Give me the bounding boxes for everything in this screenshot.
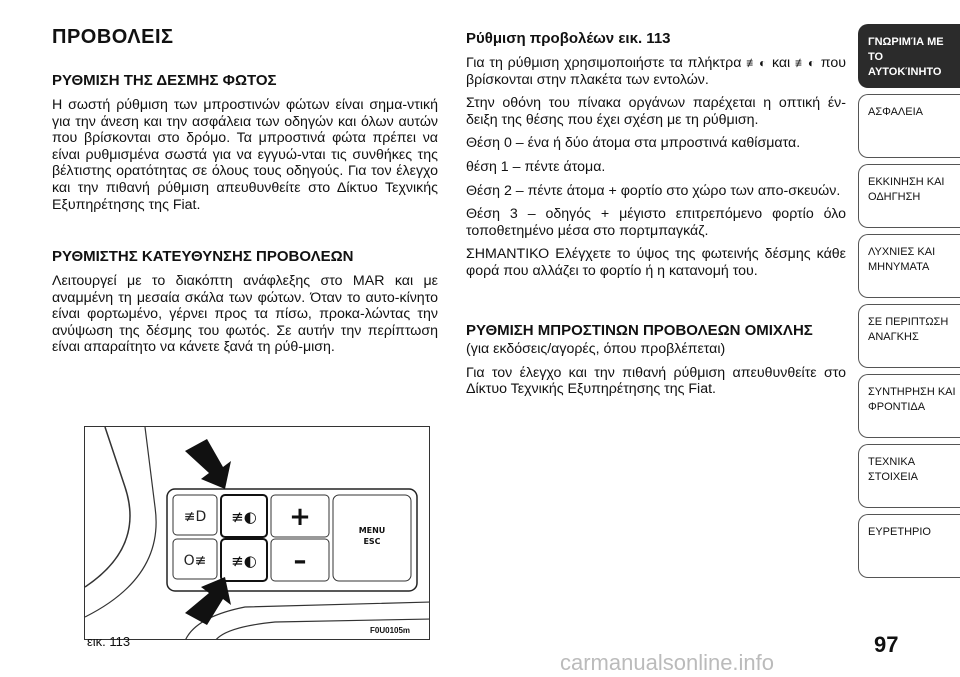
- fog-light-front-button[interactable]: [173, 495, 217, 535]
- headlight-down-button[interactable]: [221, 539, 267, 581]
- fog-light-rear-button[interactable]: [173, 539, 217, 579]
- paragraph: Θέση 3 – οδηγός + μέγιστο επιτρεπόμενο φορτίο όλο τοποθετημένο μέσα στο πορτμπαγκάζ.: [466, 206, 846, 239]
- tab-safety[interactable]: [858, 94, 960, 158]
- paragraph: [466, 55, 846, 88]
- svg-text:≢◐: ≢◐: [231, 508, 257, 526]
- minus-button[interactable]: [271, 539, 329, 581]
- paragraph-text: Για τη ρύθμιση χρησιμοποιήστε τα πλήκτρα: [466, 55, 742, 71]
- section-headlight-aligner: [52, 248, 438, 356]
- section-heading: ΡΥΘΜΙΣΗ ΤΗΣ ΔΕΣΜΗΣ ΦΩΤΟΣ: [52, 72, 277, 89]
- tab-starting-driving[interactable]: [858, 164, 960, 228]
- paragraph: ΣΗΜΑΝΤΙΚΟ Ελέγχετε το ύψος της φωτεινής δέσμης κάθε φορά που αλλάζει το φορτίο ή η κατανομή του.: [466, 246, 846, 279]
- section-fog-lights: [466, 322, 846, 398]
- control-panel-illustration: [85, 427, 430, 640]
- paragraph-text: και: [771, 55, 791, 71]
- tab-label: ΤΕΧΝΙΚΑ ΣΤΟΙΧΕΙΑ: [868, 456, 918, 483]
- section-heading: Ρύθμιση προβολέων εικ. 113: [466, 30, 671, 47]
- tab-label: ΑΣΦΑΛΕΙΑ: [868, 106, 924, 118]
- minus-label: –: [293, 546, 307, 576]
- headlight-down-icon: ≢◐: [795, 56, 816, 70]
- watermark: carmanualsonline.info: [560, 650, 775, 675]
- tab-label: ΕΚΚΙΝΗΣΗ ΚΑΙ ΟΔΗΓΗΣΗ: [868, 176, 945, 203]
- svg-text:≢D: ≢D: [183, 509, 207, 525]
- headlight-up-icon: ≢◐: [746, 56, 768, 70]
- section-text: Η σωστή ρύθμιση των μπροστινών φώτων είναι σημα-ντική για την άνεση και την ασφάλεια των οδηγών και όλων αυτών που βρίσκονται στο δρόμο. Τα μπροστινά φώτα πρέπει να είναι ρυθμισμένα σωστά για να εγγυώ-νται τις συνθήκες της βέλτιστης ορατότητας σε όλους τους οδηγούς. Για τον έλεγχο και την πιθανή ρύθμιση απευθυνθείτε στο Δίκτυο Τεχνικής Εξυπηρέτησης της Fiat.: [52, 97, 438, 213]
- paragraph: Θέση 2 – πέντε άτομα + φορτίο στο χώρο των απο-σκευών.: [466, 182, 841, 199]
- paragraph-text: που βρίσκονται στην πλακέτα των εντολών.: [466, 55, 846, 88]
- paragraph: Για τον έλεγχο και την πιθανή ρύθμιση απευθυνθείτε στο Δίκτυο Τεχνικής Εξυπηρέτησης της Fiat.: [466, 364, 846, 398]
- section-text: Λειτουργεί με το διακόπτη ανάφλεξης στο MAR και με αναμμένη τη μεσαία σκάλα των φώτων. Όταν το αυτο-κίνητο είναι φορτωμένο, γέρνει προς τα πίσω, προκα-λώντας την ανύψωση της δέσμης του φωτός. Σε αυτήν την περίπτωση είναι απαραίτητο να κάνετε ξανά τη ρύθ-μιση.: [52, 273, 438, 356]
- paragraph: (για εκδόσεις/αγορές, όπου προβλέπεται): [466, 341, 726, 357]
- paragraph: Στην οθόνη του πίνακα οργάνων παρέχεται η οπτική έν-δειξη της θέσης που έχει σχέση με τη ρύθμιση.: [466, 95, 846, 128]
- headlight-up-button[interactable]: [221, 495, 267, 537]
- tab-label: ΕΥΡΕΤΗΡΙΟ: [868, 526, 931, 538]
- figure-caption: εικ. 113: [87, 634, 131, 649]
- tab-label: ΣΥΝΤΗΡΗΣΗ ΚΑΙ ΦΡΟΝΤΙΔΑ: [868, 386, 956, 413]
- section-heading: ΡΥΘΜΙΣΤΗΣ ΚΑΤΕΥΘΥΝΣΗΣ ΠΡΟΒΟΛΕΩΝ: [52, 248, 354, 265]
- tab-index[interactable]: [858, 514, 960, 578]
- tab-label: ΣΕ ΠΕΡΙΠΤΩΣΗ ΑΝΑΓΚΗΣ: [868, 316, 949, 343]
- svg-text:≢◐: ≢◐: [231, 552, 257, 570]
- menu-label: MENU: [358, 526, 386, 535]
- page-title: ΠΡΟΒΟΛΕΙΣ: [52, 26, 174, 48]
- section-beam-adjustment: [52, 72, 438, 213]
- section-heading: ΡΥΘΜΙΣΗ ΜΠΡΟΣΤΙΝΩΝ ΠΡΟΒΟΛΕΩΝ ΟΜΙΧΛΗΣ: [466, 322, 813, 339]
- esc-label: ESC: [363, 537, 381, 546]
- paragraph: Θέση 0 – ένα ή δύο άτομα στα μπροστινά καθίσματα.: [466, 135, 801, 152]
- figure-control-panel: [84, 426, 430, 640]
- section-headlight-adjustment: [466, 30, 846, 280]
- figure-code: F0U0105m: [370, 626, 411, 635]
- plus-button[interactable]: [271, 495, 329, 537]
- svg-text:O≢: O≢: [183, 553, 207, 569]
- tab-getting-to-know[interactable]: [858, 24, 960, 88]
- tab-label: ΓΝΩΡΙΜΊΑ ΜΕ ΤΟ ΑΥΤΟΚΊΝΗΤΟ: [868, 36, 944, 78]
- tab-label: ΛΥΧΝΙΕΣ ΚΑΙ ΜΗΝΥΜΑΤΑ: [868, 246, 936, 273]
- tab-emergency[interactable]: [858, 304, 960, 368]
- plus-label: +: [289, 502, 311, 532]
- tab-maintenance[interactable]: [858, 374, 960, 438]
- page-number: 97: [874, 632, 899, 657]
- paragraph: θέση 1 – πέντε άτομα.: [466, 158, 606, 175]
- tab-technical-data[interactable]: [858, 444, 960, 508]
- arrow-up-pointer-icon: [185, 439, 231, 489]
- tab-warning-lights[interactable]: [858, 234, 960, 298]
- menu-esc-button[interactable]: [333, 495, 411, 581]
